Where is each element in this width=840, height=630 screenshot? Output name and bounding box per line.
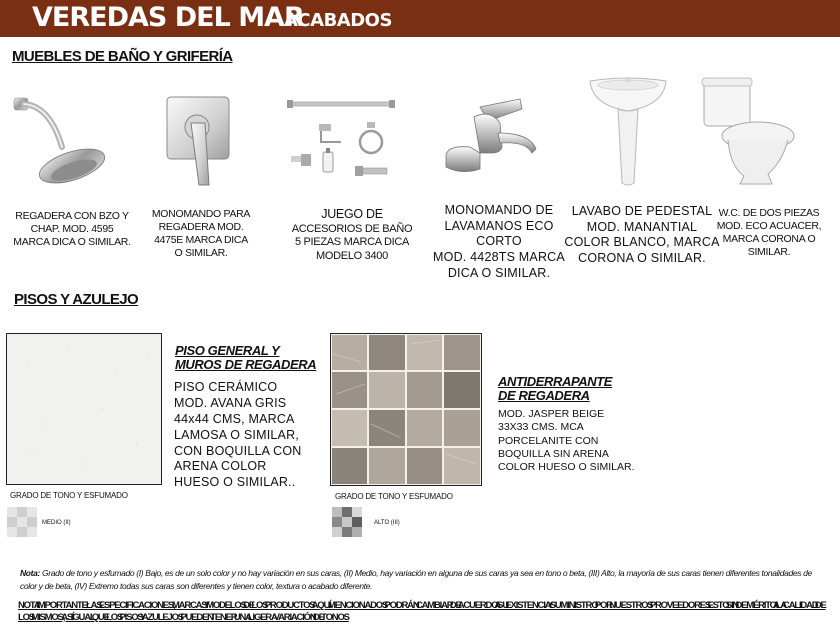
tile-image-avana-gris <box>6 333 162 485</box>
product-caption: MONOMANDO DE LAVAMANOS ECO CORTO MOD. 4428TS MARCA DICA O SIMILAR. <box>433 203 565 280</box>
faucet-icon <box>440 95 545 177</box>
brand-title: VEREDAS DEL MAR <box>32 2 304 33</box>
grado-swatch <box>7 507 37 537</box>
footer-disclaimer: NOTA IMPORTANTE: LAS ESPECIFICACIONES, MARCAS Y MODELOS DE LOS PRODUCTOS AQUÍ MENCIONADOS PODRÁN CAMBIAR DE ACUERDO A SU EXISTENCIA Y SUMINISTRO POR NUESTROS PROVEEDORES ESTO SIN DEMÉRITO A LA CALIDAD DE LOS MISMOS, ASÍ IGUAL QUE LOS PISOS Y AZULEJOS PUEDEN TENER UNA LIGERA VARIACIÓN DE TONOS <box>18 600 826 623</box>
tile-title: ANTIDERRAPANTE DE REGADERA <box>498 374 613 404</box>
note-paragraph <box>20 567 828 593</box>
tile-image-jasper-beige <box>330 333 482 486</box>
pedestal-sink-icon <box>588 75 668 190</box>
product-caption: MONOMANDO PARA REGADERA MOD. 4475E MARCA DICA O SIMILAR. <box>151 208 251 260</box>
tile-title: PISO GENERAL Y MUROS DE REGADERA <box>175 343 317 373</box>
grado-swatch <box>332 507 362 537</box>
tile-description: MOD. JASPER BEIGE 33X33 CMS. MCA PORCELANITE CON BOQUILLA SIN ARENA COLOR HUESO O SIMILAR. <box>498 408 635 474</box>
section-title-bath: MUEBLES DE BAÑO Y GRIFERÍA <box>12 48 233 65</box>
product-caption: JUEGO DE ACCESORIOS DE BAÑO 5 PIEZAS MARCA DICA MODELO 3400 <box>291 207 413 263</box>
section-title-floors: PISOS Y AZULEJO <box>14 291 139 308</box>
header-bar <box>0 0 840 37</box>
grado-value: ALTO (III) <box>374 520 400 526</box>
product-caption: LAVABO DE PEDESTAL MOD. MANANTIAL COLOR BLANCO, MARCA CORONA O SIMILAR. <box>564 204 720 265</box>
tile-description: PISO CERÁMICO MOD. AVANA GRIS 44x44 CMS, MARCA LAMOSA O SIMILAR, CON BOQUILLA CON ARENA COLOR HUESO O SIMILAR.. <box>174 380 302 490</box>
grado-label: GRADO DE TONO Y ESFUMADO <box>335 492 453 501</box>
grado-value: MEDIO (II) <box>42 520 71 526</box>
shower-head-icon <box>10 92 110 192</box>
grado-label: GRADO DE TONO Y ESFUMADO <box>10 491 128 500</box>
note-text: Grado de tono y esfumado (I) Bajo, es de un solo color y no hay variación en sus caras, (II) Medio, hay variación en alguna de sus caras ya sea en tono o beta, (III) Alto, la mayoría de sus caras tienen diferentes tonalidades de color y de beta, (IV) Extremo todas sus caras son diferentes y tienen color, textura o acabado diferente. <box>20 568 812 591</box>
brand-subtitle: ACABADOS <box>284 10 392 31</box>
note-label: Nota: <box>20 568 40 578</box>
product-caption: W.C. DE DOS PIEZAS MOD. ECO ACUACER, MARCA CORONA O SIMILAR. <box>716 207 822 259</box>
bath-accessories-icon <box>285 96 397 186</box>
toilet-icon <box>700 76 798 188</box>
shower-mixer-icon <box>165 95 231 189</box>
product-caption: REGADERA CON BZO Y CHAP. MOD. 4595 MARCA DICA O SIMILAR. <box>13 210 131 249</box>
